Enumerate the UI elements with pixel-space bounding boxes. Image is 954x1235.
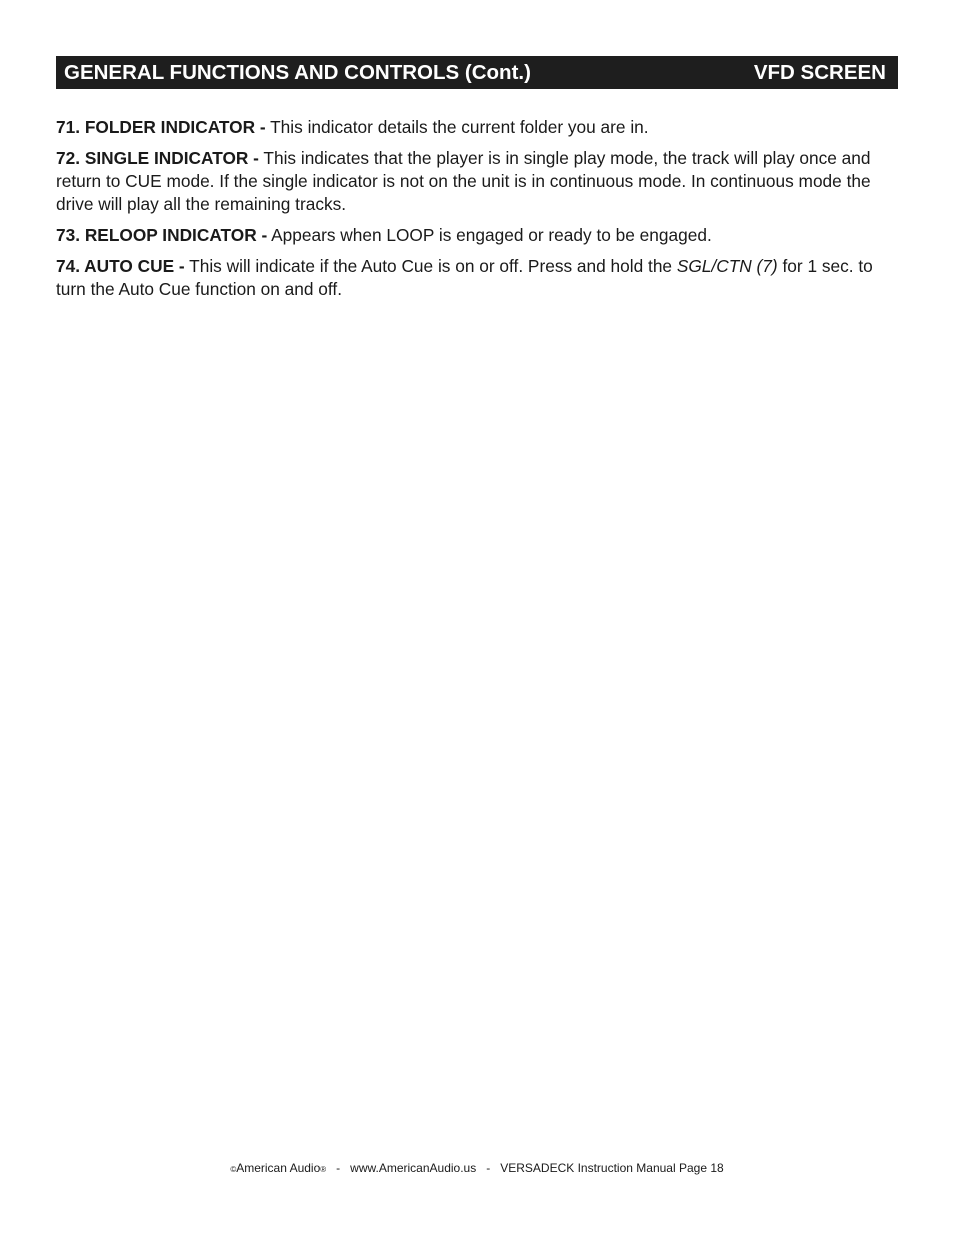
footer-manual-page: VERSADECK Instruction Manual Page 18 [500, 1161, 724, 1175]
item-text: This indicates that the player is in single play mode, the track will play once and return to CUE mode. If the single indicator is not on the unit is in continuous mode. In continuous mode the drive will play all the remaining tracks. [56, 148, 871, 214]
footer-separator: - [326, 1161, 351, 1175]
item-emphasis: SGL/CTN (7) [676, 256, 778, 276]
section-title: GENERAL FUNCTIONS AND CONTROLS (Cont.) [64, 60, 531, 84]
page-footer [0, 1161, 954, 1175]
item-label: 71. FOLDER INDICATOR - [56, 117, 266, 137]
footer-separator: - [476, 1161, 501, 1175]
registered-symbol: ® [320, 1165, 327, 1174]
footer-brand: American Audio [236, 1161, 321, 1175]
section-header [56, 56, 898, 89]
item-label: 73. RELOOP INDICATOR - [56, 225, 268, 245]
manual-content [56, 116, 901, 309]
copyright-symbol: © [230, 1165, 237, 1174]
item-73-reloop-indicator [56, 224, 901, 247]
footer-website: www.AmericanAudio.us [350, 1161, 477, 1175]
section-subtitle: VFD SCREEN [753, 60, 886, 84]
item-label: 74. AUTO CUE - [56, 256, 185, 276]
item-72-single-indicator [56, 147, 901, 216]
item-text: This indicator details the current folder you are in. [265, 117, 649, 137]
item-74-auto-cue [56, 255, 901, 301]
item-text: Appears when LOOP is engaged or ready to be engaged. [267, 225, 712, 245]
item-text-after: for 1 sec. to turn the Auto Cue function on and off. [56, 256, 873, 299]
item-label: 72. SINGLE INDICATOR - [56, 148, 259, 168]
item-71-folder-indicator [56, 116, 901, 139]
item-text: This will indicate if the Auto Cue is on or off. Press and hold the [184, 256, 677, 276]
